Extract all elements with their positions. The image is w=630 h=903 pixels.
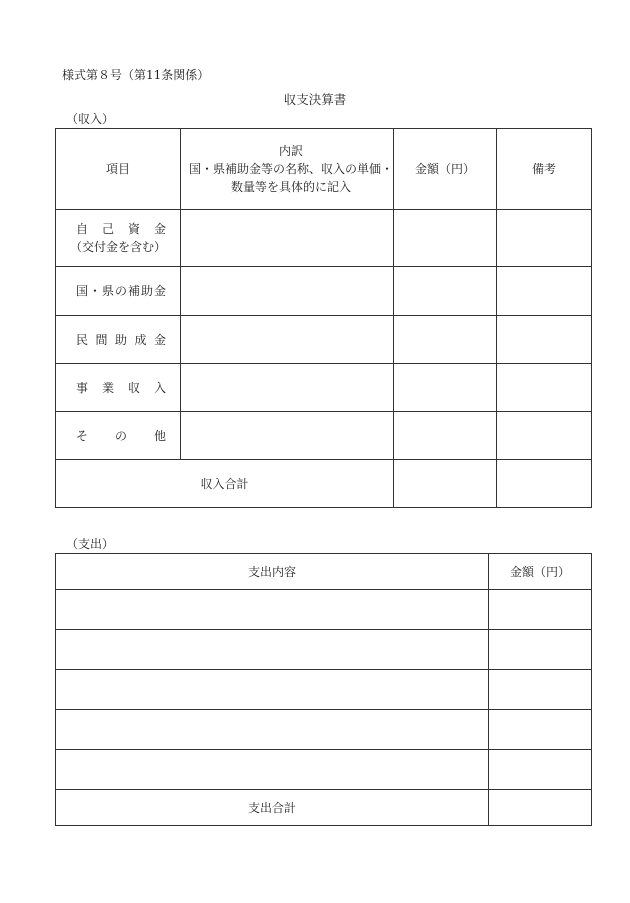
expense-amount-cell[interactable] xyxy=(489,590,592,630)
amount-cell[interactable] xyxy=(394,364,497,412)
income-caption: （収入） xyxy=(66,112,115,126)
header-remarks: 備考 xyxy=(497,129,592,210)
expense-content-cell[interactable] xyxy=(56,750,489,790)
row-label: 自己資金 xyxy=(76,222,166,236)
remarks-cell[interactable] xyxy=(497,267,592,316)
income-row-business xyxy=(56,364,592,412)
expense-row xyxy=(56,710,592,750)
expense-row xyxy=(56,630,592,670)
remarks-cell[interactable] xyxy=(497,316,592,364)
amount-cell[interactable] xyxy=(394,316,497,364)
income-row-other xyxy=(56,412,592,460)
form-number: 様式第８号（第11条関係） xyxy=(62,68,210,82)
income-header-row xyxy=(56,129,592,210)
expense-content-cell[interactable] xyxy=(56,630,489,670)
amount-cell[interactable] xyxy=(394,267,497,316)
description-cell[interactable] xyxy=(181,210,394,267)
row-label: 民間助成金 xyxy=(76,332,166,347)
header-description-line1: 国・県補助金等の名称、収入の単価・ xyxy=(189,162,394,176)
document-title: 収支決算書 xyxy=(283,92,347,107)
description-cell[interactable] xyxy=(181,267,394,316)
amount-cell[interactable] xyxy=(394,210,497,267)
income-total-remarks-cell[interactable] xyxy=(497,460,592,508)
expense-amount-cell[interactable] xyxy=(489,750,592,790)
expense-row xyxy=(56,670,592,710)
expense-amount-cell[interactable] xyxy=(489,630,592,670)
expense-amount-cell[interactable] xyxy=(489,670,592,710)
remarks-cell[interactable] xyxy=(497,364,592,412)
income-row-own-funds xyxy=(56,210,592,267)
expense-total-row xyxy=(56,790,592,826)
header-description xyxy=(181,129,394,210)
income-total-amount-cell[interactable] xyxy=(394,460,497,508)
expense-content-cell[interactable] xyxy=(56,590,489,630)
header-item: 項目 xyxy=(56,129,181,210)
row-label-cell xyxy=(56,364,181,412)
remarks-cell[interactable] xyxy=(497,210,592,267)
row-label-cell xyxy=(56,210,181,267)
row-label-cell xyxy=(56,267,181,316)
income-total-row xyxy=(56,460,592,508)
remarks-cell[interactable] xyxy=(497,412,592,460)
income-total-label: 収入合計 xyxy=(56,460,394,508)
description-cell[interactable] xyxy=(181,316,394,364)
row-label: 国・県の補助金 xyxy=(76,284,166,298)
row-label-cell xyxy=(56,412,181,460)
row-label: その他 xyxy=(76,428,166,443)
expense-content-cell[interactable] xyxy=(56,710,489,750)
expense-row xyxy=(56,590,592,630)
description-cell[interactable] xyxy=(181,412,394,460)
header-content: 支出内容 xyxy=(56,554,489,590)
expense-row xyxy=(56,750,592,790)
income-row-private-grant xyxy=(56,316,592,364)
expense-content-cell[interactable] xyxy=(56,670,489,710)
row-label-cell xyxy=(56,316,181,364)
expense-header-row xyxy=(56,554,592,590)
expense-total-amount-cell[interactable] xyxy=(489,790,592,826)
expense-amount-cell[interactable] xyxy=(489,710,592,750)
expense-caption: （支出） xyxy=(66,537,115,551)
income-table xyxy=(55,128,592,508)
row-label: 事業収入 xyxy=(76,380,166,395)
description-cell[interactable] xyxy=(181,364,394,412)
header-description-line2: 数量等を具体的に記入 xyxy=(230,180,351,194)
expense-total-label: 支出合計 xyxy=(56,790,489,826)
amount-cell[interactable] xyxy=(394,412,497,460)
header-amount: 金額（円） xyxy=(394,129,497,210)
header-amount: 金額（円） xyxy=(489,554,592,590)
row-note: （交付金を含む） xyxy=(69,240,166,254)
header-description-title: 内訳 xyxy=(278,144,303,158)
income-row-subsidy xyxy=(56,267,592,316)
expense-table xyxy=(55,553,592,826)
